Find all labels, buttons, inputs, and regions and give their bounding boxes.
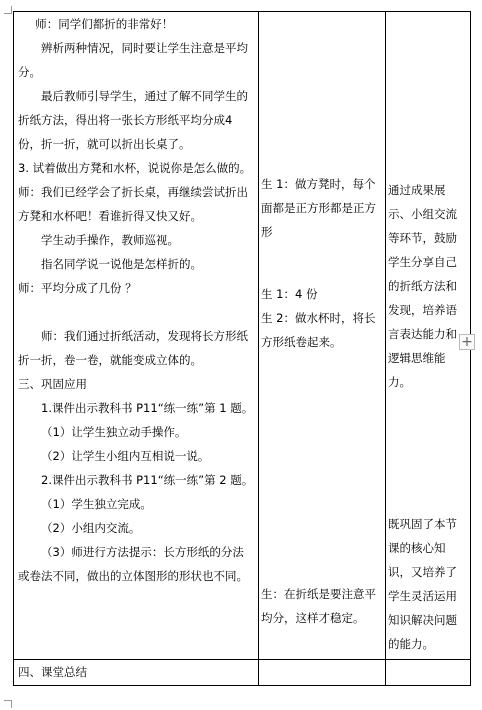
empty-cell [386, 660, 471, 686]
paragraph: 2.课件出示教科书 P11“练一练”第 2 题。 [41, 473, 254, 487]
paragraph: 师：平均分成了几份 ？ [18, 281, 137, 295]
paragraph: 3. 试着做出方凳和水杯，说说你是怎么做的。 [18, 161, 252, 175]
list-item: （1）让学生独立动手操作。 [41, 425, 187, 439]
design-intent-cell [386, 12, 471, 660]
list-item: （3）师进行方法提示：长方形纸的分法或卷法不同，做出的立体图形的形状也不同。 [18, 545, 248, 583]
paragraph: 师：我们通过折纸活动，发现将长方形纸折一折，卷一卷，就能变成立体的。 [18, 329, 248, 367]
list-item: （2）小组内交流。 [41, 521, 141, 535]
design-note: 通过成果展示、小组交流等环节，鼓励学生分享自己的折纸方法和发现，培养语言表达能力和逻辑思维能力。 [388, 183, 457, 389]
paragraph: 最后教师引导学生，通过了解不同学生的折纸方法，得出将一张长方形纸平均分成4份，折一折，就可以折出长桌了。 [18, 89, 248, 151]
empty-cell [259, 660, 386, 686]
table-row [14, 12, 471, 660]
paragraph: 师：我们已经学会了折长桌，再继续尝试折出方凳和水杯吧！看谁折得又快又好。 [18, 185, 248, 223]
student-activity-cell [259, 12, 386, 660]
page-corner-mark [4, 6, 12, 14]
paragraph: 指名同学说一说他是怎样折的。 [41, 257, 202, 271]
lesson-plan-table [13, 11, 471, 686]
paragraph: 辨析两种情况，同时要让学生注意是平均分。 [18, 41, 248, 79]
teaching-process-cell [14, 12, 259, 660]
list-item: （1）学生独立完成。 [41, 497, 152, 511]
page-corner-mark [4, 700, 12, 708]
section-heading: 四、课堂总结 [18, 665, 87, 679]
student-answer: 生 1：做方凳时，每个面都是正方形都是正方形 [261, 177, 376, 239]
student-answer: 生 1：4 份 [261, 287, 318, 301]
paragraph: 学生动手操作，教师巡视。 [41, 233, 179, 247]
paragraph: 师：同学们都折的非常好！ [35, 17, 174, 31]
section-heading-cell [14, 660, 259, 686]
student-answer: 生 2：做水杯时，将长方形纸卷起来。 [261, 311, 376, 349]
section-heading: 三、巩固应用 [18, 377, 87, 391]
add-row-button[interactable]: + [459, 334, 475, 350]
student-answer: 生：在折纸是要注意平均分，这样才稳定。 [261, 587, 376, 625]
table-row [14, 660, 471, 686]
paragraph: 1.课件出示教科书 P11“练一练”第 1 题。 [41, 401, 254, 415]
list-item: （2）让学生小组内互相说一说。 [41, 449, 210, 463]
design-note: 既巩固了本节课的核心知识，又培养了学生灵活运用知识解决问题的能力。 [388, 517, 457, 651]
